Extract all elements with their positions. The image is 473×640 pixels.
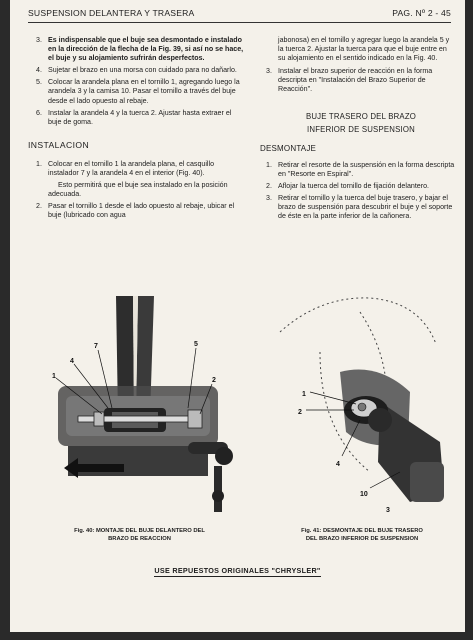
page-number: PAG. Nº 2 - 45 [392,8,451,18]
step-number: 3. [36,36,42,44]
step-text: Retirar el tornillo y la tuerca del buje trasero, y bajar el brazo de suspensión para descubrir el buje y el soporte de éste en la parte inferior de la cañonera. [278,194,453,221]
step-number: 3. [266,67,272,76]
step-text: Instalar el brazo superior de reacción en la forma descripta en "Instalación del Brazo Superior de Reacción". [278,67,433,94]
install-step-2 [36,202,246,220]
install-note: Esto permitirá que el buje sea instalado en la posición adecuada. [48,181,228,199]
fig40-label-2: 2 [212,377,216,384]
section-heading-1: BUJE TRASERO DEL BRAZO [305,111,417,121]
fig40-caption-line1: Fig. 40: MONTAJE DEL BUJE DELANTERO DEL [74,528,205,534]
step-text: Pasar el tornillo 1 desde el lado opuesto al rebaje, ubicar el buje (lubricado con agua [48,202,235,220]
fig40-caption-line2: BRAZO DE REACCION [108,535,171,542]
fig41-caption-line2: DEL BRAZO INFERIOR DE SUSPENSION [305,535,419,542]
install-step-1 [36,160,246,178]
step-number: 1. [36,159,42,168]
page-header [28,4,451,23]
step-6 [36,109,246,127]
step-text: Instalar la arandela 4 y la tuerca 2. Ajustar hasta extraer el buje de goma. [48,108,232,126]
figure-41-illustration [260,292,455,518]
section-heading-2: INFERIOR DE SUSPENSION [307,124,415,134]
step-text: Colocar en el tornillo 1 la arandela plana, el casquillo instalador 7 y la arandela 4 en el interior (Fig. 40). [48,159,215,178]
step-text: Colocar la arandela plana en el tornillo 1, agregando luego la arandela 3 y la camisa 10. Pasar el tornillo a través del buje desde el lado opuesto al rebaje. [48,78,240,105]
removal-step-2 [266,182,456,191]
fig41-label-1: 1 [302,391,306,398]
header-title: SUSPENSION DELANTERA Y TRASERA [28,8,195,18]
fig41-label-3: 3 [386,507,390,514]
fig41-caption-line1: Fig. 41: DESMONTAJE DEL BUJE TRASERO [301,528,423,534]
step-number: 5. [36,78,42,87]
install-step-3 [266,67,456,94]
fig40-label-1: 1 [52,373,56,380]
step-number: 4. [36,66,42,75]
instalacion-heading: INSTALACION [28,139,90,150]
step-text: Sujetar el brazo en una morsa con cuidado para no dañarlo. [48,66,237,75]
fig40-label-4: 4 [70,358,74,365]
removal-step-3 [266,194,456,221]
step-3-warning [36,36,246,63]
right-column [260,36,456,224]
step-number: 2. [266,182,272,191]
step-5 [36,78,246,105]
fig40-label-5: 5 [194,341,198,348]
figure-40-illustration [38,296,238,518]
manual-page [10,0,465,632]
left-column [28,36,246,224]
continuation-text: jabonosa) en el tornillo y agregar luego la arandela 5 y la tuerca 2. Ajustar la tuerca para que el buje entre en su alojamiento en el sentido indicado en la Fig. 40. [278,36,450,63]
fig40-label-7: 7 [94,343,98,350]
footer-text: USE REPUESTOS ORIGINALES "CHRYSLER" [154,566,321,575]
step-number: 1. [266,160,272,169]
desmontaje-heading: DESMONTAJE [260,143,317,153]
removal-step-1 [266,161,456,179]
page-footer [10,566,465,575]
step-text: Aflojar la tuerca del tornillo de fijación delantero. [278,182,430,191]
fig41-label-2: 2 [298,409,302,416]
step-text: Es indispensable que el buje sea desmontado e instalado en la dirección de la flecha de la Fig. 39, si así no se hace, el buje y su alojamiento sufrirán desperfectos. [48,36,244,63]
figure-40-caption [52,528,227,543]
step-4 [36,66,246,75]
step-number: 6. [36,108,42,117]
step-text: Retirar el resorte de la suspensión en la forma descripta en "Resorte en Espiral". [278,160,455,178]
step-number: 2. [36,202,42,211]
fig41-label-10: 10 [360,491,368,498]
step-number: 3. [266,194,272,203]
figure-41-caption [276,528,448,543]
fig41-label-4: 4 [336,461,340,468]
